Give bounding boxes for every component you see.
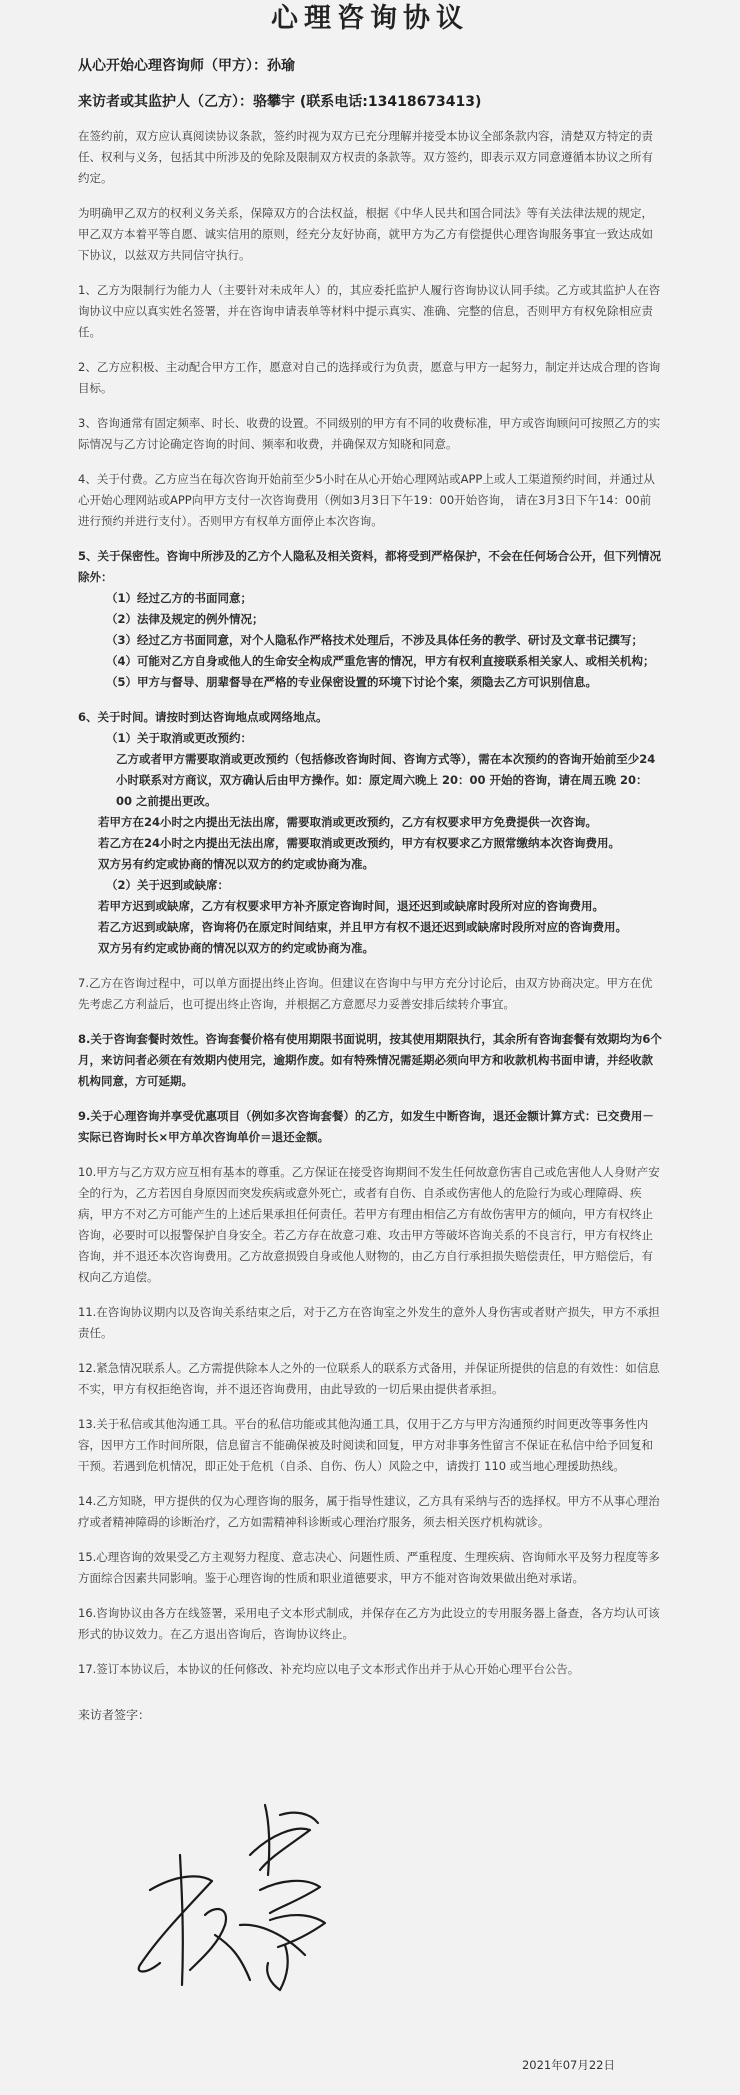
party-a: 从心开始心理咨询师（甲方）：孙瑜 <box>78 58 295 74</box>
clause-6-subhead-late: （2）关于迟到或缺席： <box>106 878 230 892</box>
clause-6-line: 若乙方在24小时之内提出无法出席，需要取消或更改预约，甲方有权要求乙方照常缴纳本次咨询费用。 <box>98 836 620 850</box>
clause-5 <box>78 546 662 693</box>
clause-5-item: （5）甲方与督导、朋辈督导在严格的专业保密设置的环境下讨论个案，须隐去乙方可识别信息。 <box>106 675 597 689</box>
clause-10: 10.甲方与乙方双方应互相有基本的尊重。乙方保证在接受咨询期间不发生任何故意伤害自己或危害他人人身财产安全的行为，乙方若因自身原因而突发疾病或意外死亡，或者有自伤、自杀或伤害他人的危险行为或心理障碍、疾病，甲方不对乙方可能产生的上述后果承担任何责任。若甲方有理由相信乙方有故伤害甲方的倾向，甲方有权终止咨询，必要时可以报警保护自身安全。若乙方存在故意刁难、攻击甲方等破坏咨询关系的不良言行，甲方有权终止咨询，并不退还本次咨询费用。乙方故意损毁自身或他人财物的，由乙方自行承担损失赔偿责任，甲方赔偿后，有权向乙方追偿。 <box>78 1165 660 1284</box>
clause-6-line: 双方另有约定或协商的情况以双方的约定或协商为准。 <box>98 857 374 871</box>
clause-8: 8.关于咨询套餐时效性。咨询套餐价格有使用期限书面说明，按其使用期限执行，其余所有咨询套餐有效期均为6个月，来访问者必须在有效期内使用完，逾期作废。如有特殊情况需延期必须向甲方和收款机构书面申请，并经收款机构同意，方可延期。 <box>78 1032 662 1088</box>
clause-13: 13.关于私信或其他沟通工具。平台的私信功能或其他沟通工具，仅用于乙方与甲方沟通预约时间更改等事务性内容，因甲方工作时间所限，信息留言不能确保被及时阅读和回复，甲方对非事务性留言不保证在私信中给予回复和干预。若遇到危机情况，即正处于危机（自杀、自伤、伤人）风险之中，请拨打 110 或当地心理援助热线。 <box>78 1417 653 1473</box>
clause-5-item: （4）可能对乙方自身或他人的生命安全构成严重危害的情况，甲方有权利直接联系相关家人、或相关机构； <box>106 654 655 668</box>
clause-11: 11.在咨询协议期内以及咨询关系结束之后，对于乙方在咨询室之外发生的意外人身伤害或者财产损失，甲方不承担责任。 <box>78 1305 660 1340</box>
document-title: 心理咨询协议 <box>271 3 469 34</box>
clause-6-line: 若甲方在24小时之内提出无法出席，需要取消或更改预约，乙方有权要求甲方免费提供一次咨询。 <box>98 815 597 829</box>
clause-5-item: （2）法律及规定的例外情况； <box>106 612 264 626</box>
clause-4: 4、关于付费。乙方应当在每次咨询开始前至少5小时在从心开始心理网站或APP上或人工渠道预约时间，并通过从心开始心理网站或APP向甲方支付一次咨询费用（例如3月3日下午19：00开始咨询， 请在3月3日下午14：00前进行预约并进行支付）。否则甲方有权单方面停止本次咨询。 <box>78 472 655 528</box>
clause-6-line: 若乙方迟到或缺席，咨询将仍在原定时间结束，并且甲方有权不退还迟到或缺席时段所对应的咨询费用。 <box>98 920 627 934</box>
clause-7: 7.乙方在咨询过程中，可以单方面提出终止咨询。但建议在咨询中与甲方充分讨论后，由双方协商决定。甲方在优先考虑乙方利益后，也可提出终止咨询，并根据乙方意愿尽力妥善安排后续转介事宜。 <box>78 976 653 1011</box>
clause-15: 15.心理咨询的效果受乙方主观努力程度、意志决心、问题性质、严重程度、生理疾病、咨询师水平及努力程度等多方面综合因素共同影响。鉴于心理咨询的性质和职业道德要求，甲方不能对咨询效果做出绝对承诺。 <box>78 1550 660 1585</box>
clause-1: 1、乙方为限制行为能力人（主要针对未成年人）的，其应委托监护人履行咨询协议认同手续。乙方或其监护人在咨询协议中应以真实姓名签署，并在咨询申请表单等材料中提示真实、准确、完整的信息，否则甲方有权免除相应责任。 <box>78 283 661 339</box>
clause-9: 9.关于心理咨询并享受优惠项目（例如多次咨询套餐）的乙方，如发生中断咨询，退还金额计算方式：已交费用－实际已咨询时长×甲方单次咨询单价＝退还金额。 <box>78 1109 654 1144</box>
clause-12: 12.紧急情况联系人。乙方需提供除本人之外的一位联系人的联系方式备用，并保证所提供的信息的有效性：如信息不实，甲方有权拒绝咨询，并不退还咨询费用，由此导致的一切后果由提供者承担。 <box>78 1361 660 1396</box>
clause-17: 17.签订本协议后，本协议的任何修改、补充均应以电子文本形式作出并于从心开始心理平台公告。 <box>78 1662 580 1676</box>
clause-6-line: 若甲方迟到或缺席，乙方有权要求甲方补齐原定咨询时间，退还迟到或缺席时段所对应的咨询费用。 <box>98 899 604 913</box>
handwritten-signature <box>120 1795 350 1995</box>
signing-date: 2021年07月22日 <box>521 2058 615 2072</box>
clause-6-line: 双方另有约定或协商的情况以双方的约定或协商为准。 <box>98 941 374 955</box>
signature-label: 来访者签字： <box>78 1708 151 1722</box>
clause-16: 16.咨询协议由各方在线签署，采用电子文本形式制成，并保存在乙方为此设立的专用服务器上备查，各方均认可该形式的协议效力。在乙方退出咨询后，咨询协议终止。 <box>78 1606 660 1641</box>
clause-6 <box>78 707 662 959</box>
clause-3: 3、咨询通常有固定频率、时长、收费的设置。不同级别的甲方有不同的收费标准，甲方或咨询顾问可按照乙方的实际情况与乙方讨论确定咨询的时间、频率和收费，并确保双方知晓和同意。 <box>78 416 661 451</box>
clause-6-head: 6、关于时间。请按时到达咨询地点或网络地点。 <box>78 710 328 724</box>
clause-2: 2、乙方应积极、主动配合甲方工作，愿意对自己的选择或行为负责，愿意与甲方一起努力，制定并达成合理的咨询目标。 <box>78 360 661 395</box>
party-b: 来访者或其监护人（乙方）：骆攀宇 (联系电话:13418673413) <box>78 94 482 110</box>
clause-14: 14.乙方知晓，甲方提供的仅为心理咨询的服务，属于指导性建议，乙方具有采纳与否的选择权。甲方不从事心理治疗或者精神障碍的诊断治疗，乙方如需精神科诊断或心理治疗服务，须去相关医疗机构就诊。 <box>78 1494 660 1529</box>
clause-5-item: （3）经过乙方书面同意，对个人隐私作严格技术处理后，不涉及具体任务的教学、研讨及文章书记撰写； <box>106 633 643 647</box>
clause-6-subhead-cancel: （1）关于取消或更改预约： <box>106 731 253 745</box>
clause-6-line: 乙方或者甲方需要取消或更改预约（包括修改咨询时间、咨询方式等），需在本次预约的咨询开始前至少24小时联系对方商议，双方确认后由甲方操作。如：原定周六晚上 20：00 开始的咨询，请在周五晚 20：00 之前提出更改。 <box>116 752 656 808</box>
intro-paragraph-2: 为明确甲乙双方的权利义务关系，保障双方的合法权益，根据《中华人民共和国合同法》等有关法律法规的规定，甲乙双方本着平等自愿、诚实信用的原则，经充分友好协商，就甲方为乙方有偿提供心理咨询服务事宜一致达成如下协议，以兹双方共同信守执行。 <box>78 206 653 262</box>
clause-5-head: 5、关于保密性。咨询中所涉及的乙方个人隐私及相关资料，都将受到严格保护，不会在任何场合公开，但下列情况除外： <box>78 549 661 584</box>
intro-paragraph-1: 在签约前，双方应认真阅读协议条款，签约时视为双方已充分理解并接受本协议全部条款内容，清楚双方特定的责任、权利与义务，包括其中所涉及的免除及限制双方权责的条款等。双方签约，即表示双方同意遵循本协议之所有约定。 <box>78 129 653 185</box>
clause-5-item: （1）经过乙方的书面同意； <box>106 591 253 605</box>
